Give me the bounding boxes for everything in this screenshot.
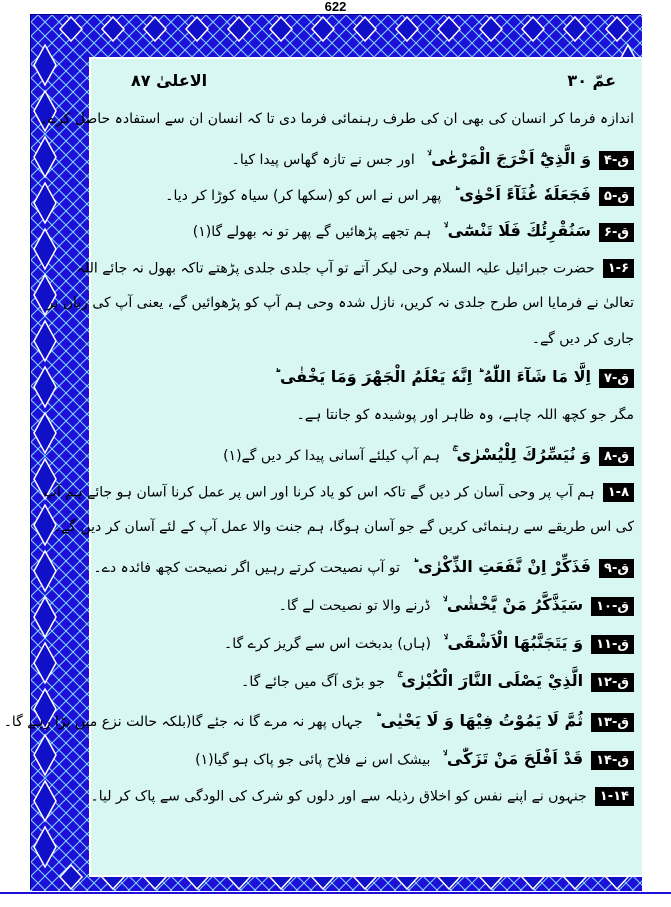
verse-reference-badge: ۱-۱۴	[595, 787, 634, 806]
text-line	[52, 519, 634, 535]
text-line	[39, 111, 634, 127]
translation-text: ہم تجھے پڑھائیں گے پھر تو نہ بھولے گا(۱)	[192, 224, 432, 240]
juz-label: عمّ ۳۰	[567, 71, 616, 90]
text-line	[99, 445, 634, 466]
verse-reference-badge: ق-۷	[599, 369, 634, 388]
translation-text: جہاں پھر نہ مرے گا نہ جئے گا(بلکہ حالت نزع میں پڑا رہے گا۔	[3, 714, 363, 730]
text-line	[99, 671, 634, 692]
translation-text: (ہاں) بدبخت اس سے گریز کرے گا۔	[224, 636, 431, 652]
translation-text: ڈرنے والا تو نصیحت لے گا۔	[278, 598, 431, 614]
verse-reference-badge: ۱-۸	[603, 483, 634, 502]
verse-reference-badge: ق-۶	[599, 223, 634, 242]
verse-reference-badge: ق-۴	[599, 151, 634, 170]
translation-text: کی اس طریقے سے رہنمائی کریں گے جو آسان ہوگا، ہم جنت والا عمل آپ کے لئے آسان کر دیں گے۔	[52, 519, 634, 535]
translation-text: مگر جو کچھ اللہ چاہے، وہ ظاہر اور پوشیدہ کو جانتا ہے۔	[296, 407, 634, 423]
translation-text: بیشک اس نے فلاح پائی جو پاک ہو گیا(۱)	[195, 752, 431, 768]
translation-text: تعالیٰ نے فرمایا اس طرح جلدی نہ کریں، نازل شدہ وحی ہم آپ کو پڑھوائیں گے، یعنی آپ کی زبان پر	[46, 295, 634, 311]
arabic-verse: فَذَكِّرْ اِنْ نَّفَعَتِ الذِّكْرٰى ؕ	[412, 557, 592, 576]
page-number: 622	[324, 0, 347, 14]
translation-text: اور جس نے تازہ گھاس پیدا کیا۔	[231, 152, 415, 168]
translation-text: تو آپ نصیحت کرتے رہیں اگر نصیحت کچھ فائدہ دے۔	[93, 560, 401, 576]
verse-reference-badge: ق-۱۰	[591, 597, 634, 616]
text-line	[93, 557, 634, 578]
text-line	[90, 787, 634, 806]
text-line	[99, 367, 634, 388]
translation-text: ہم آپ پر وحی آسان کر دیں گے تاکہ اس کو یاد کرنا اور اس پر عمل کرنا آسان ہو جائے ہم آپ	[43, 484, 595, 501]
arabic-verse: وَ يَتَجَنَّبُهَا الْاَشْقَى ۙ	[443, 633, 584, 652]
content-panel	[3, 57, 644, 877]
text-line	[99, 149, 634, 170]
translation-text: پھر اس نے اس کو (سکھا کر) سیاہ کوڑا کر دیا۔	[165, 188, 442, 204]
verse-reference-badge: ق-۸	[599, 447, 634, 466]
text-line	[99, 749, 634, 770]
arabic-verse: وَ نُيَسِّرُكَ لِلْيُسْرٰى ۚ	[452, 445, 592, 464]
arabic-verse: اِلَّا مَا شَآءَ اللّٰهُ ؕ اِنَّهٗ يَعْلَمُ الْجَهْرَ وَمَا يَخْفٰى ؕ	[274, 367, 592, 386]
text-line	[43, 483, 634, 502]
verse-reference-badge: ق-۱۱	[591, 635, 634, 654]
text-line	[3, 711, 634, 732]
text-line	[76, 259, 634, 278]
verse-reference-badge: ۱-۶	[603, 259, 634, 278]
text-line	[99, 331, 634, 347]
arabic-verse: فَجَعَلَهٗ غُثَآءً اَحْوٰى ؕ	[453, 185, 592, 204]
text-line	[99, 407, 634, 423]
translation-text: حضرت جبرائیل علیہ السلام وحی لیکر آتے تو آپ جلدی جلدی پڑھتے تاکہ بھول نہ جائے اللہ	[76, 260, 595, 277]
text-line	[46, 295, 634, 311]
text-line	[99, 595, 634, 616]
verse-reference-badge: ق-۹	[599, 559, 634, 578]
surah-label: الاعلیٰ ۸۷	[131, 71, 208, 90]
translation-text: جو بڑی آگ میں جائے گا۔	[241, 674, 385, 690]
verse-reference-badge: ق-۱۴	[591, 751, 634, 770]
text-line	[99, 221, 634, 242]
translation-text: جاری کر دیں گے۔	[531, 331, 634, 347]
page-header	[91, 69, 642, 95]
verse-reference-badge: ق-۵	[599, 187, 634, 206]
translation-text: جنہوں نے اپنے نفس کو اخلاق رذیلہ سے اور دلوں کو شرک کی الودگی سے پاک کر لیا۔	[90, 788, 587, 805]
bottom-rule	[0, 892, 671, 894]
decorative-border	[3, 14, 641, 890]
arabic-verse: الَّذِيْ يَصْلَى النَّارَ الْكُبْرٰى ۚ	[397, 671, 584, 690]
text-line	[99, 633, 634, 654]
text-line	[99, 185, 634, 206]
arabic-verse: سَنُقْرِئُكَ فَلَا تَنْسٰٓى ۙ	[443, 221, 592, 240]
translation-text: اندازہ فرما کر انسان کی بھی ان کی طرف رہنمائی فرما دی تا کہ انسان ان سے استفادہ حاصل کرے۔	[39, 111, 634, 127]
arabic-verse: سَيَذَّكَّرُ مَنْ يَّخْشٰى ۙ	[442, 595, 584, 614]
verse-reference-badge: ق-۱۲	[591, 673, 634, 692]
verse-reference-badge: ق-۱۳	[591, 713, 634, 732]
arabic-verse: وَ الَّذِيْٓ اَخْرَجَ الْمَرْعٰى ۙ	[427, 149, 592, 168]
arabic-verse: قَدْ اَفْلَحَ مَنْ تَزَكّٰى ۙ	[442, 749, 584, 768]
arabic-verse: ثُمَّ لَا يَمُوْتُ فِيْهَا وَ لَا يَحْيٰى ؕ	[375, 711, 584, 730]
translation-text: ہم آپ کیلئے آسانی پیدا کر دیں گے(۱)	[223, 448, 441, 464]
